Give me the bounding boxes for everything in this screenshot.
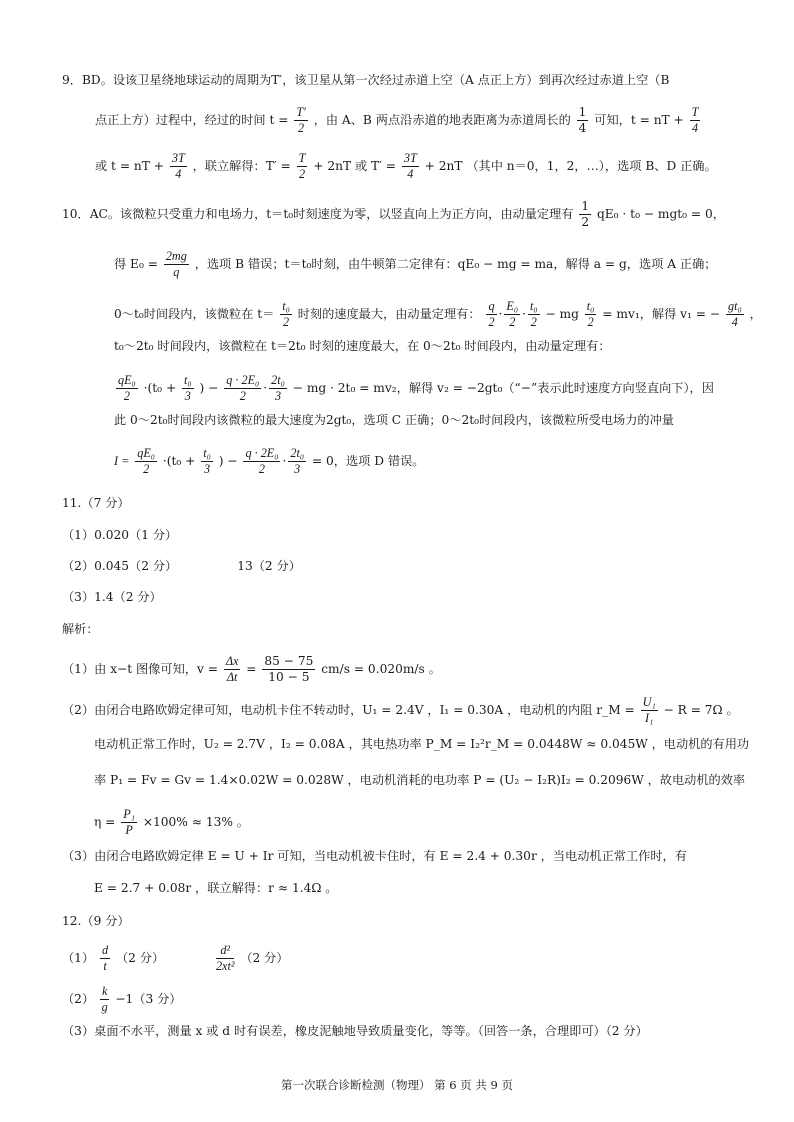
fraction: $\frac{\Delta x}{\Delta t}$ — [225, 654, 239, 684]
q11-analysis-4: 率 P₁ = Fv = Gv = 1.4×0.02W = 0.028W ，电动机消耗的电功率 P = (U₂ − I₂R)I₂ = 0.2096W ，故电动机的效率 — [94, 773, 746, 787]
fraction: $\frac{T}{2}$ — [298, 151, 306, 181]
q11-answer-3: （3）1.4（2 分） — [62, 590, 162, 604]
fraction: $\frac{\text{d²}}{\text{2xt²}}$ — [215, 943, 235, 973]
fraction: $\frac{\text{t₀}}{2}$ — [586, 299, 595, 329]
q12-answer-3: （3）桌面不水平，测量 x 或 d 时有误差，橡皮泥触地导致质量变化，等等。（回答一条，合理即可）（2 分） — [62, 1024, 648, 1038]
q11-analysis-6: （3）由闭合电路欧姆定律 E = U + Ir 可知，当电动机被卡住时，有 E = 2.4 + 0.30r ，当电动机正常工作时，有 — [62, 849, 687, 863]
fraction: $\frac{\text{U₁}}{\text{I₁}}$ — [642, 695, 656, 725]
q11-answer-1: （1）0.020（1 分） — [62, 528, 178, 542]
q11-analysis-5: η = $\frac{\text{P₁}}{P}$ ×100% ≈ 13% 。 — [94, 807, 249, 837]
q11-answer-2: （2）0.045（2 分） 13（2 分） — [62, 559, 301, 573]
fraction: $\frac{\text{P₁}}{P}$ — [123, 807, 135, 837]
q11-analysis-3: 电动机正常工作时，U₂ = 2.7V ，I₂ = 0.08A ，其电热功率 P_M = I₂²r_M = 0.0448W ≈ 0.045W ，电动机的有用功 — [94, 737, 750, 751]
fraction: $\frac{k}{g}$ — [101, 984, 108, 1014]
q9-line-2: 点正上方）过程中，经过的时间 t = $\frac{T'}{2}$ ，由 A、B 两点沿赤道的地表距离为赤道周长的 $\frac{1}{4}$ 可知，t = nT + $\frac{T}{4}$ — [95, 105, 699, 135]
q10-line-3: 0～t₀时间段内，该微粒在 t＝ $\frac{\text{t₀}}{2}$ 时刻的速度最大，由动量定理有： $\frac{q}{2}$ · $\frac{\text{E₀}}{2}$ · $\frac{\text{t₀}}{2}$ − mg $\frac{\text{t₀}}{2}$ = mv₁，解得 v₁ = − $\frac{\text{gt₀}}{4}$ ， — [114, 299, 762, 329]
q10-line-7: I = $\frac{\text{qE₀}}{2}$ ·(t₀ + $\frac{\text{t₀}}{3}$ ) − $\frac{\text{q · 2E₀}}{2}$ · $\frac{\text{2t₀}}{3}$ = 0，选项 D 错误。 — [114, 446, 425, 476]
fraction: $\frac{\text{qE₀}}{2}$ — [118, 373, 136, 403]
q11-analysis-1: （1）由 x−t 图像可知，v = $\frac{\Delta x}{\Delta t}$ = $\frac{85 - 75}{10 - 5}$ cm/s = 0.020m/s 。 — [62, 654, 441, 684]
q12-title: 12.（9 分） — [62, 914, 130, 928]
q10-line-4: t₀～2t₀ 时间段内，该微粒在 t＝2t₀ 时刻的速度最大，在 0～2t₀ 时间段内，由动量定理有： — [114, 339, 611, 353]
q11-analysis-7: E = 2.7 + 0.08r ，联立解得：r ≈ 1.4Ω 。 — [94, 881, 338, 895]
fraction: $\frac{2mg}{q}$ — [165, 249, 187, 279]
fraction: $\frac{T'}{2}$ — [296, 105, 306, 135]
fraction: $\frac{\text{gt₀}}{4}$ — [727, 299, 742, 329]
q9-line-1: 9．BD。设该卫星绕地球运动的周期为T′，该卫星从第一次经过赤道上空（A 点正上方）到再次经过赤道上空（B — [62, 73, 670, 87]
q11-analysis-2: （2）由闭合电路欧姆定律可知，电动机卡住不转动时，U₁ = 2.4V ，I₁ = 0.30A ，电动机的内阻 r_M = $\frac{\text{U₁}}{\text{I₁}}$ − R = 7Ω 。 — [62, 695, 739, 725]
fraction: $\frac{1}{4}$ — [578, 105, 587, 135]
fraction: $\frac{\text{2t₀}}{3}$ — [271, 373, 285, 403]
fraction: $\frac{\text{t₀}}{3}$ — [203, 446, 211, 476]
q12-answer-2: （2） $\frac{k}{g}$ −1（3 分） — [62, 984, 182, 1014]
page-footer: 第一次联合诊断检测（物理） 第 6 页 共 9 页 — [280, 1078, 514, 1092]
q10-line-5: $\frac{\text{qE₀}}{2}$ ·(t₀ + $\frac{\text{t₀}}{3}$ ) − $\frac{\text{q · 2E₀}}{2}$ · $\frac{\text{2t₀}}{3}$ − mg · 2t₀ = mv₂，解得 v₂ = −2gt₀（“−”表示此时速度方向竖直向下），因 — [118, 373, 714, 403]
fraction: $\frac{3T}{4}$ — [403, 151, 417, 181]
q10-line-2: 得 E₀ = $\frac{2mg}{q}$ ，选项 B 错误；t＝t₀时刻，由牛顿第二定律有：qE₀ − mg = ma，解得 a = g，选项 A 正确； — [114, 249, 717, 279]
analysis-label: 解析： — [62, 622, 99, 636]
fraction: $\frac{\text{t₀}}{2}$ — [529, 299, 538, 329]
fraction: $\frac{1}{2}$ — [581, 199, 590, 229]
q9-line-3: 或 t = nT + $\frac{3T}{4}$ ，联立解得：T′ = $\frac{T}{2}$ + 2nT 或 T′ = $\frac{3T}{4}$ + 2nT （其中 n＝0，1，2，…），选项 B、D 正确。 — [95, 151, 717, 181]
q10-line-6: 此 0～2t₀时间段内该微粒的最大速度为2gt₀，选项 C 正确；0～2t₀时间段内，该微粒所受电场力的冲量 — [114, 413, 674, 427]
q10-line-1: 10．AC。该微粒只受重力和电场力，t＝t₀时刻速度为零，以竖直向上为正方向，由动量定理有 $\frac{1}{2}$ qE₀ · t₀ − mgt₀ = 0， — [62, 199, 725, 229]
fraction: $\frac{\text{qE₀}}{2}$ — [137, 446, 155, 476]
fraction: $\frac{\text{q · 2E₀}}{2}$ — [245, 446, 279, 476]
fraction: $\frac{85 - 75}{10 - 5}$ — [264, 654, 314, 684]
fraction: $\frac{T}{4}$ — [691, 105, 699, 135]
q11-title: 11.（7 分） — [62, 496, 130, 510]
fraction: $\frac{\text{q · 2E₀}}{2}$ — [226, 373, 260, 403]
fraction: $\frac{\text{t₀}}{2}$ — [282, 299, 290, 329]
fraction: $\frac{3T}{4}$ — [171, 151, 185, 181]
q12-answer-1: （1） $\frac{d}{t}$ （2 分） $\frac{\text{d²}}{\text{2xt²}}$ （2 分） — [62, 943, 289, 973]
fraction: $\frac{d}{t}$ — [102, 943, 109, 973]
fraction: $\frac{\text{2t₀}}{3}$ — [290, 446, 305, 476]
fraction: $\frac{\text{E₀}}{2}$ — [506, 299, 519, 329]
fraction: $\frac{q}{2}$ — [488, 299, 495, 329]
fraction: $\frac{\text{t₀}}{3}$ — [184, 373, 192, 403]
